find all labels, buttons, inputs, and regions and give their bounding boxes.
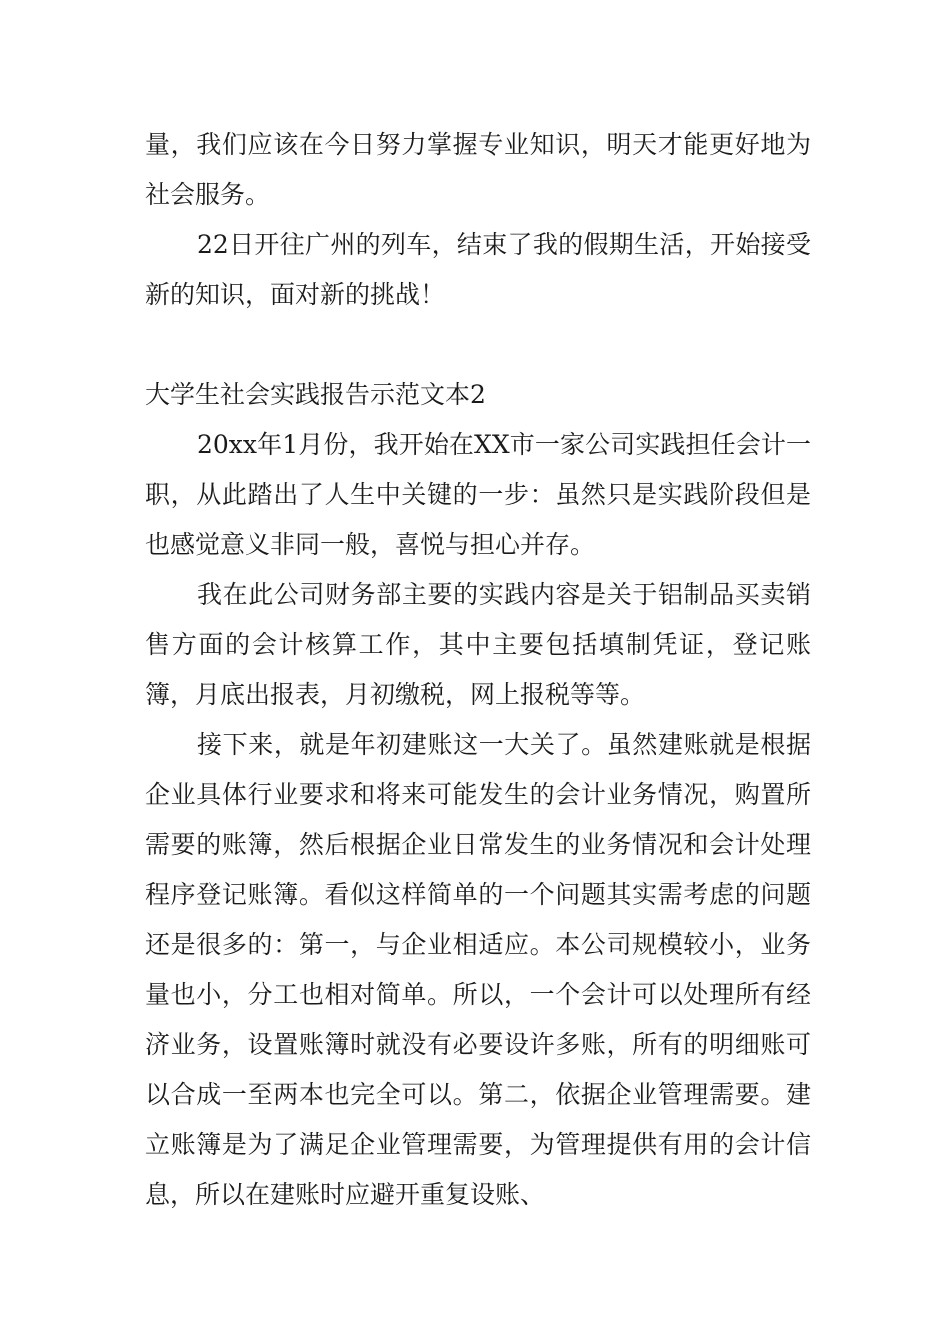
paragraph-internship-content: 我在此公司财务部主要的实践内容是关于铝制品买卖销售方面的会计核算工作，其中主要包括填制凭证，登记账簿，月底出报表，月初缴税，网上报税等等。 <box>145 580 811 709</box>
paragraph-account-setup: 接下来，就是年初建账这一大关了。虽然建账就是根据企业具体行业要求和将来可能发生的会计业务情况，购置所需要的账簿，然后根据企业日常发生的业务情况和会计处理程序登记账簿。看似这样简单的一个问题其实需考虑的问题还是很多的：第一，与企业相适应。本公司规模较小，业务量也小，分工也相对简单。所以，一个会计可以处理所有经济业务，设置账簿时就没有必要设许多账，所有的明细账可以合成一至两本也完全可以。第二，依据企业管理需要。建立账簿是为了满足企业管理需要，为管理提供有用的会计信息，所以在建账时应避开重复设账、 <box>145 730 811 1209</box>
paragraph-continuation: 量，我们应该在今日努力掌握专业知识，明天才能更好地为社会服务。 <box>145 130 811 209</box>
document-page <box>145 120 811 1220</box>
paragraph-internship-start: 20xx年1月份，我开始在XX市一家公司实践担任会计一职，从此踏出了人生中关键的一步：虽然只是实践阶段但是也感觉意义非同一般，喜悦与担心并存。 <box>145 430 811 559</box>
section-title: 大学生社会实践报告示范文本2 <box>145 380 486 409</box>
paragraph-train-departure: 22日开往广州的列车，结束了我的假期生活，开始接受新的知识，面对新的挑战！ <box>145 230 811 309</box>
